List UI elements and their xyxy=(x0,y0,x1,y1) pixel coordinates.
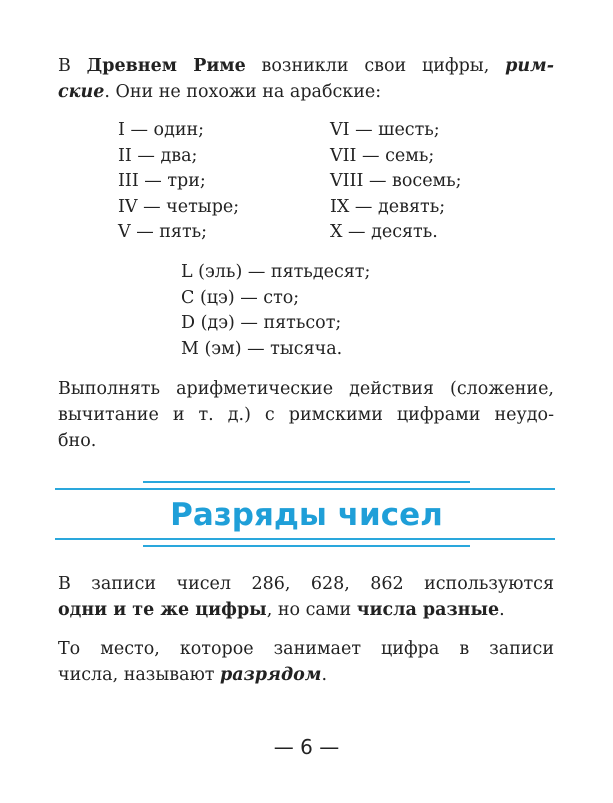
numeral-entry: VIII — восемь; xyxy=(330,171,462,191)
paragraph-line xyxy=(58,597,554,623)
page-number: — 6 — xyxy=(273,735,340,759)
section-heading: Разряды чисел xyxy=(170,497,443,533)
numeral-entry: II — два; xyxy=(118,145,198,166)
numeral-entry: VI — шесть; xyxy=(330,120,440,140)
bold-term: одни и те же цифры xyxy=(58,600,267,620)
paragraph-line: Выполнять арифметические действия (сложение, xyxy=(58,379,554,399)
numeral-entry: D (дэ) — пятьсот; xyxy=(181,313,342,333)
intro-line-1 xyxy=(58,53,554,79)
heading-rule-bottom-short xyxy=(143,545,470,547)
text: . xyxy=(321,665,328,685)
paragraph-line: То место, которое занимает цифра в записи xyxy=(58,639,554,659)
bold-term: числа разные xyxy=(356,600,500,620)
numerals-large-column xyxy=(181,260,370,362)
paragraph-line xyxy=(58,662,554,688)
paragraph-line: В записи чисел 286, 628, 862 используются xyxy=(58,574,554,594)
paragraph-line: вычитание и т. д.) с римскими цифрами неудо- xyxy=(58,405,554,425)
numeral-entry: VII — семь; xyxy=(330,145,435,166)
bold-italic-term: рим- xyxy=(505,56,554,76)
arithmetic-paragraph xyxy=(58,376,554,454)
paragraph-line: бно. xyxy=(58,431,97,451)
numeral-entry: C (цэ) — сто; xyxy=(181,287,300,308)
heading-rule-top-short xyxy=(143,481,470,483)
numerals-left-column xyxy=(118,118,239,246)
place-paragraph xyxy=(58,636,554,688)
digits-paragraph xyxy=(58,571,554,623)
bold-term-ancient-rome: Древнем Риме xyxy=(86,56,246,76)
numeral-entry: IV — четыре; xyxy=(118,196,240,217)
text: . Они не похожи на арабские: xyxy=(104,82,382,102)
numeral-entry: III — три; xyxy=(118,171,206,191)
text: . xyxy=(499,600,505,620)
text: числа, называют xyxy=(58,665,221,685)
text: , но сами xyxy=(266,600,357,620)
text: возникли свои цифры, xyxy=(245,56,506,76)
intro-line-2 xyxy=(58,79,554,105)
numeral-entry: IX — девять; xyxy=(330,196,446,217)
bold-italic-term-rank: разрядом xyxy=(220,665,322,685)
intro-paragraph xyxy=(58,53,554,105)
numeral-entry: I — один; xyxy=(118,120,205,140)
heading-rule-top-long xyxy=(55,488,555,490)
heading-rule-bottom-long xyxy=(55,538,555,540)
text: В xyxy=(58,56,87,76)
bold-italic-term: ские xyxy=(58,82,105,102)
numeral-entry: X — десять. xyxy=(330,222,438,242)
numerals-right-column xyxy=(330,118,462,246)
numeral-entry: V — пять; xyxy=(118,222,208,242)
numeral-entry: L (эль) — пятьдесят; xyxy=(181,262,371,282)
numeral-entry: M (эм) — тысяча. xyxy=(181,338,343,359)
